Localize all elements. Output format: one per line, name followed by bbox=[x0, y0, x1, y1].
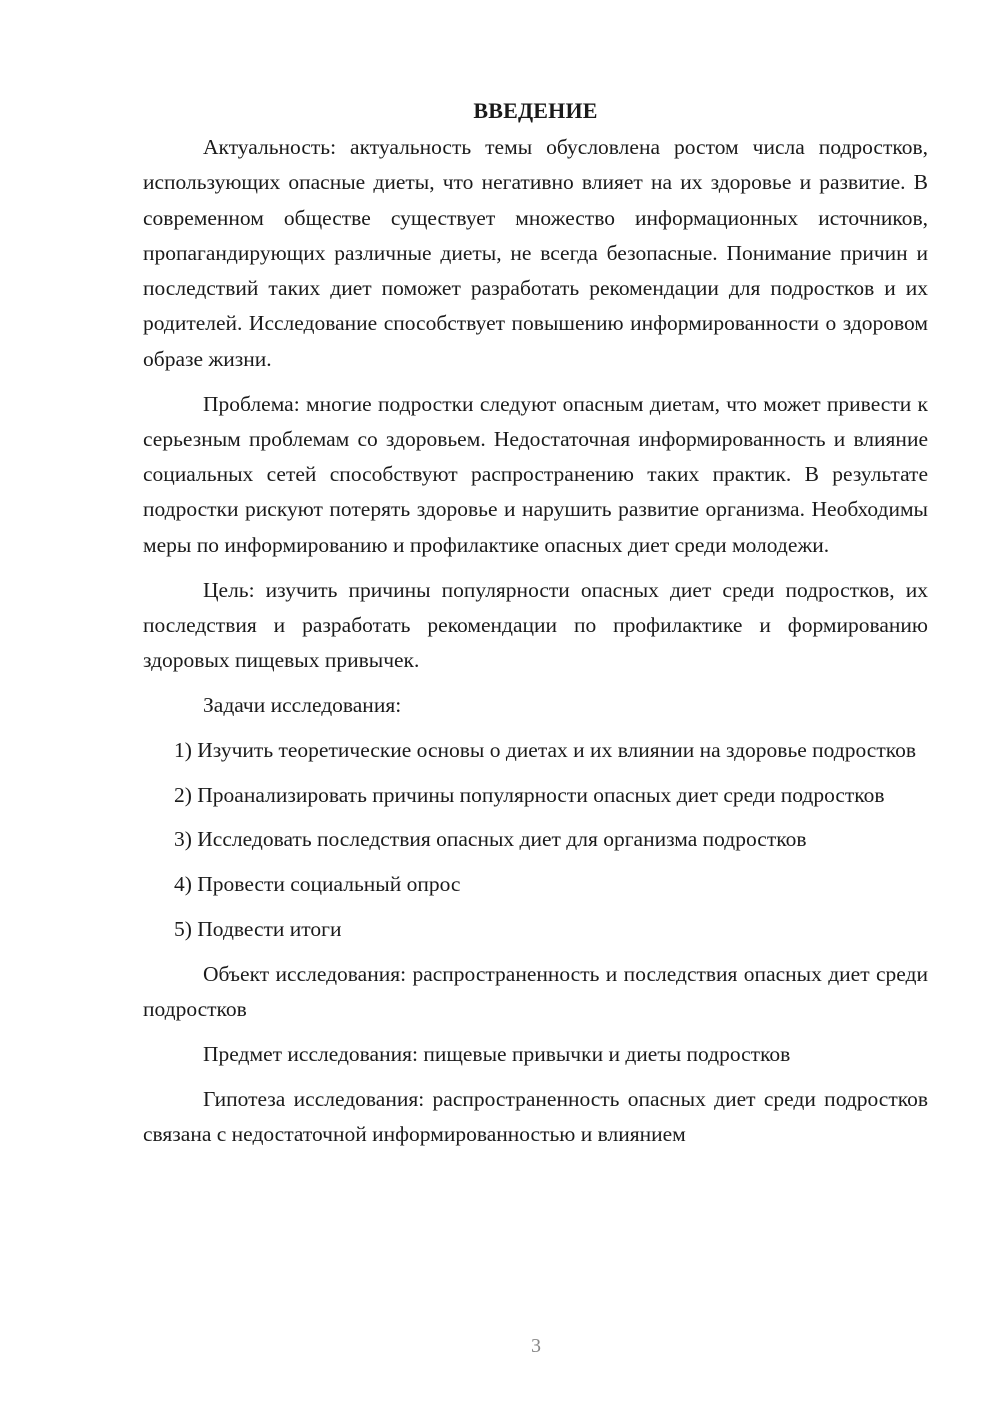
task-item-4: 4) Провести социальный опрос bbox=[174, 872, 461, 897]
page-number: 3 bbox=[531, 1335, 541, 1357]
paragraph-problem: Проблема: многие подростки следуют опасным диетам, что может привести к серьезным проблемам со здоровьем. Недостаточная информированность и влияние социальных сетей способствуют распространению таких практик. В результате подростки рискуют потерять здоровье и нарушить развитие организма. Необходимы меры по информированию и профилактике опасных диет среди молодежи. bbox=[143, 391, 928, 557]
page-content bbox=[143, 96, 928, 1152]
task-item-1: 1) Изучить теоретические основы о диетах и их влиянии на здоровье подростков bbox=[174, 737, 916, 762]
paragraph-hypothesis: Гипотеза исследования: распространенность опасных диет среди подростков связана с недостаточной информированностью и влиянием bbox=[143, 1086, 928, 1146]
paragraph-relevance: Актуальность: актуальность темы обусловлена ростом числа подростков, использующих опасные диеты, что негативно влияет на их здоровье и развитие. В современном обществе существует множество информационных источников, пропагандирующих различные диеты, не всегда безопасные. Понимание причин и последствий таких диет поможет разработать рекомендации для подростков и их родителей. Исследование способствует повышению информированности о здоровом образе жизни. bbox=[143, 135, 928, 371]
tasks-heading: Задачи исследования: bbox=[203, 692, 402, 717]
task-item-2: 2) Проанализировать причины популярности опасных диет среди подростков bbox=[174, 782, 885, 807]
paragraph-goal: Цель: изучить причины популярности опасных диет среди подростков, их последствия и разработать рекомендации по профилактике и формированию здоровых пищевых привычек. bbox=[143, 577, 928, 673]
task-item-3: 3) Исследовать последствия опасных диет для организма подростков bbox=[174, 827, 807, 852]
paragraph-subject: Предмет исследования: пищевые привычки и диеты подростков bbox=[203, 1041, 791, 1066]
section-heading: ВВЕДЕНИЕ bbox=[473, 98, 598, 123]
task-item-5: 5) Подвести итоги bbox=[174, 916, 342, 941]
paragraph-object: Объект исследования: распространенность и последствия опасных диет среди подростков bbox=[143, 961, 928, 1022]
